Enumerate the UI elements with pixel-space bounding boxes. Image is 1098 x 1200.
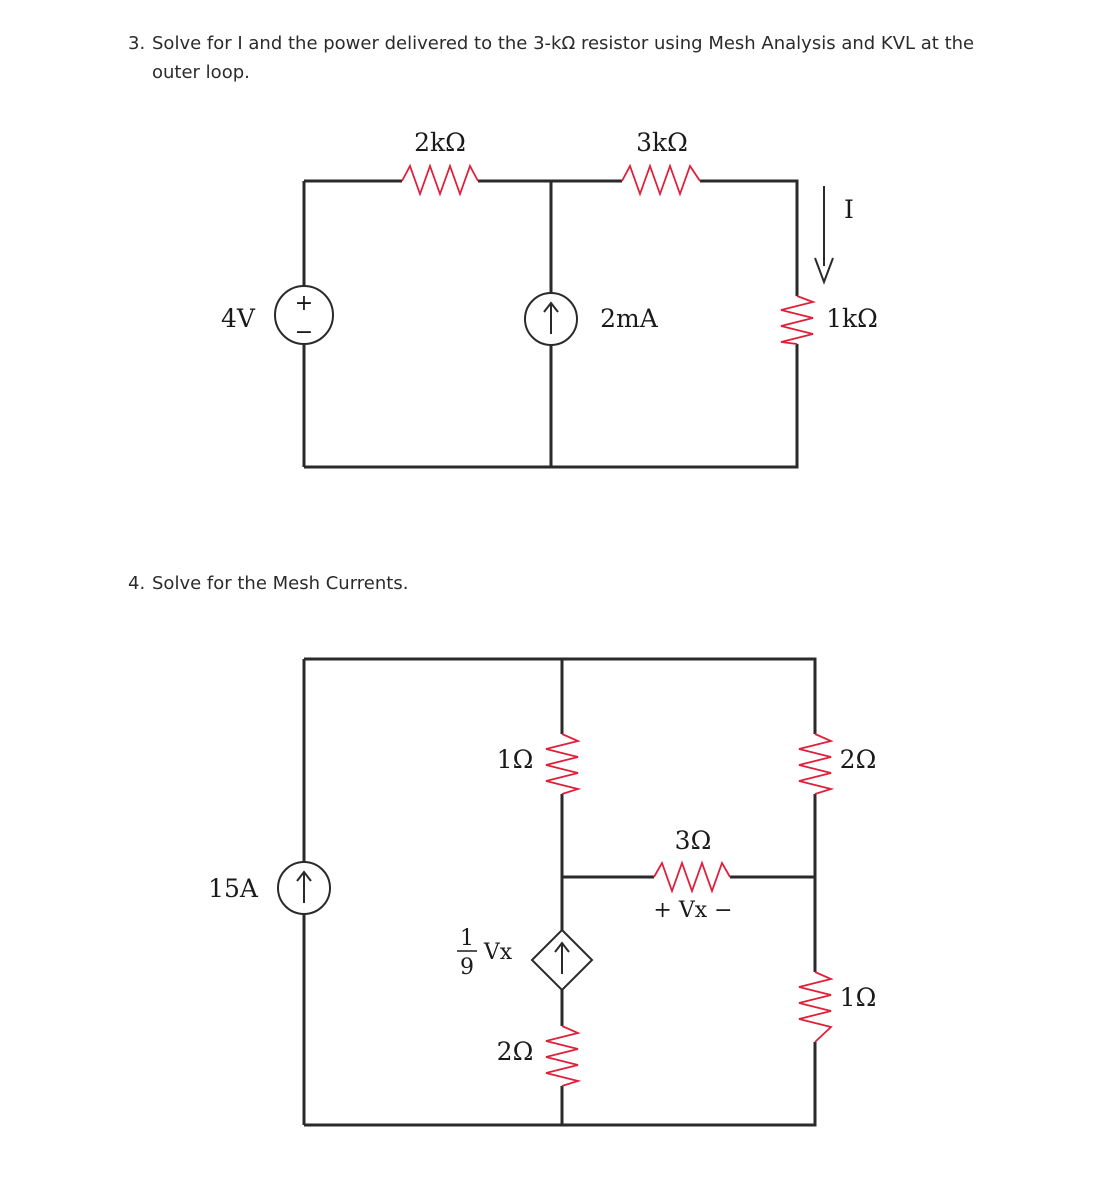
label-3ohm: 3Ω (674, 826, 712, 855)
gain-numerator: 1 (460, 926, 474, 951)
label-2ohm-middle: 2Ω (496, 1037, 534, 1066)
circuit-4 (208, 659, 876, 1125)
problem-3-text-line2: outer loop. (152, 62, 250, 83)
resistor-2ohm-middle (546, 1026, 578, 1086)
label-3k: 3kΩ (636, 128, 688, 157)
down-arrow-icon (815, 186, 833, 282)
label-2ohm-right: 2Ω (839, 745, 877, 774)
label-i: I (844, 195, 854, 224)
resistor-3ohm (654, 863, 730, 891)
resistor-1k (781, 296, 813, 344)
resistor-3k (622, 166, 700, 194)
problem-4-number: 4. (128, 573, 146, 594)
minus-sign: − (294, 320, 314, 345)
gain-denominator: 9 (460, 955, 474, 980)
circuit-3 (221, 128, 878, 467)
label-4v: 4V (221, 304, 255, 333)
problem-3-text-line1: Solve for I and the power delivered to the 3-kΩ resistor using Mesh Analysis and KVL at the (152, 33, 975, 54)
resistor-2ohm-right (799, 734, 831, 794)
label-1k: 1kΩ (826, 304, 878, 333)
resistor-2k (402, 166, 478, 194)
c3-top-wire-right (700, 181, 797, 296)
label-15a: 15A (208, 874, 258, 903)
label-2k: 2kΩ (414, 128, 466, 157)
label-1ohm-right: 1Ω (839, 983, 877, 1012)
plus-sign: + (294, 291, 314, 316)
label-2ma: 2mA (600, 304, 658, 333)
gain-variable: Vx (483, 940, 513, 965)
c4-top-wire (304, 659, 815, 734)
problem-4-text: Solve for the Mesh Currents. (152, 573, 409, 594)
resistor-1ohm-right (799, 972, 831, 1042)
resistor-1ohm-middle (546, 734, 578, 794)
label-vx-polarity: + Vx − (653, 898, 733, 923)
problem-3-number: 3. (128, 33, 146, 54)
label-1ohm-middle: 1Ω (496, 745, 534, 774)
